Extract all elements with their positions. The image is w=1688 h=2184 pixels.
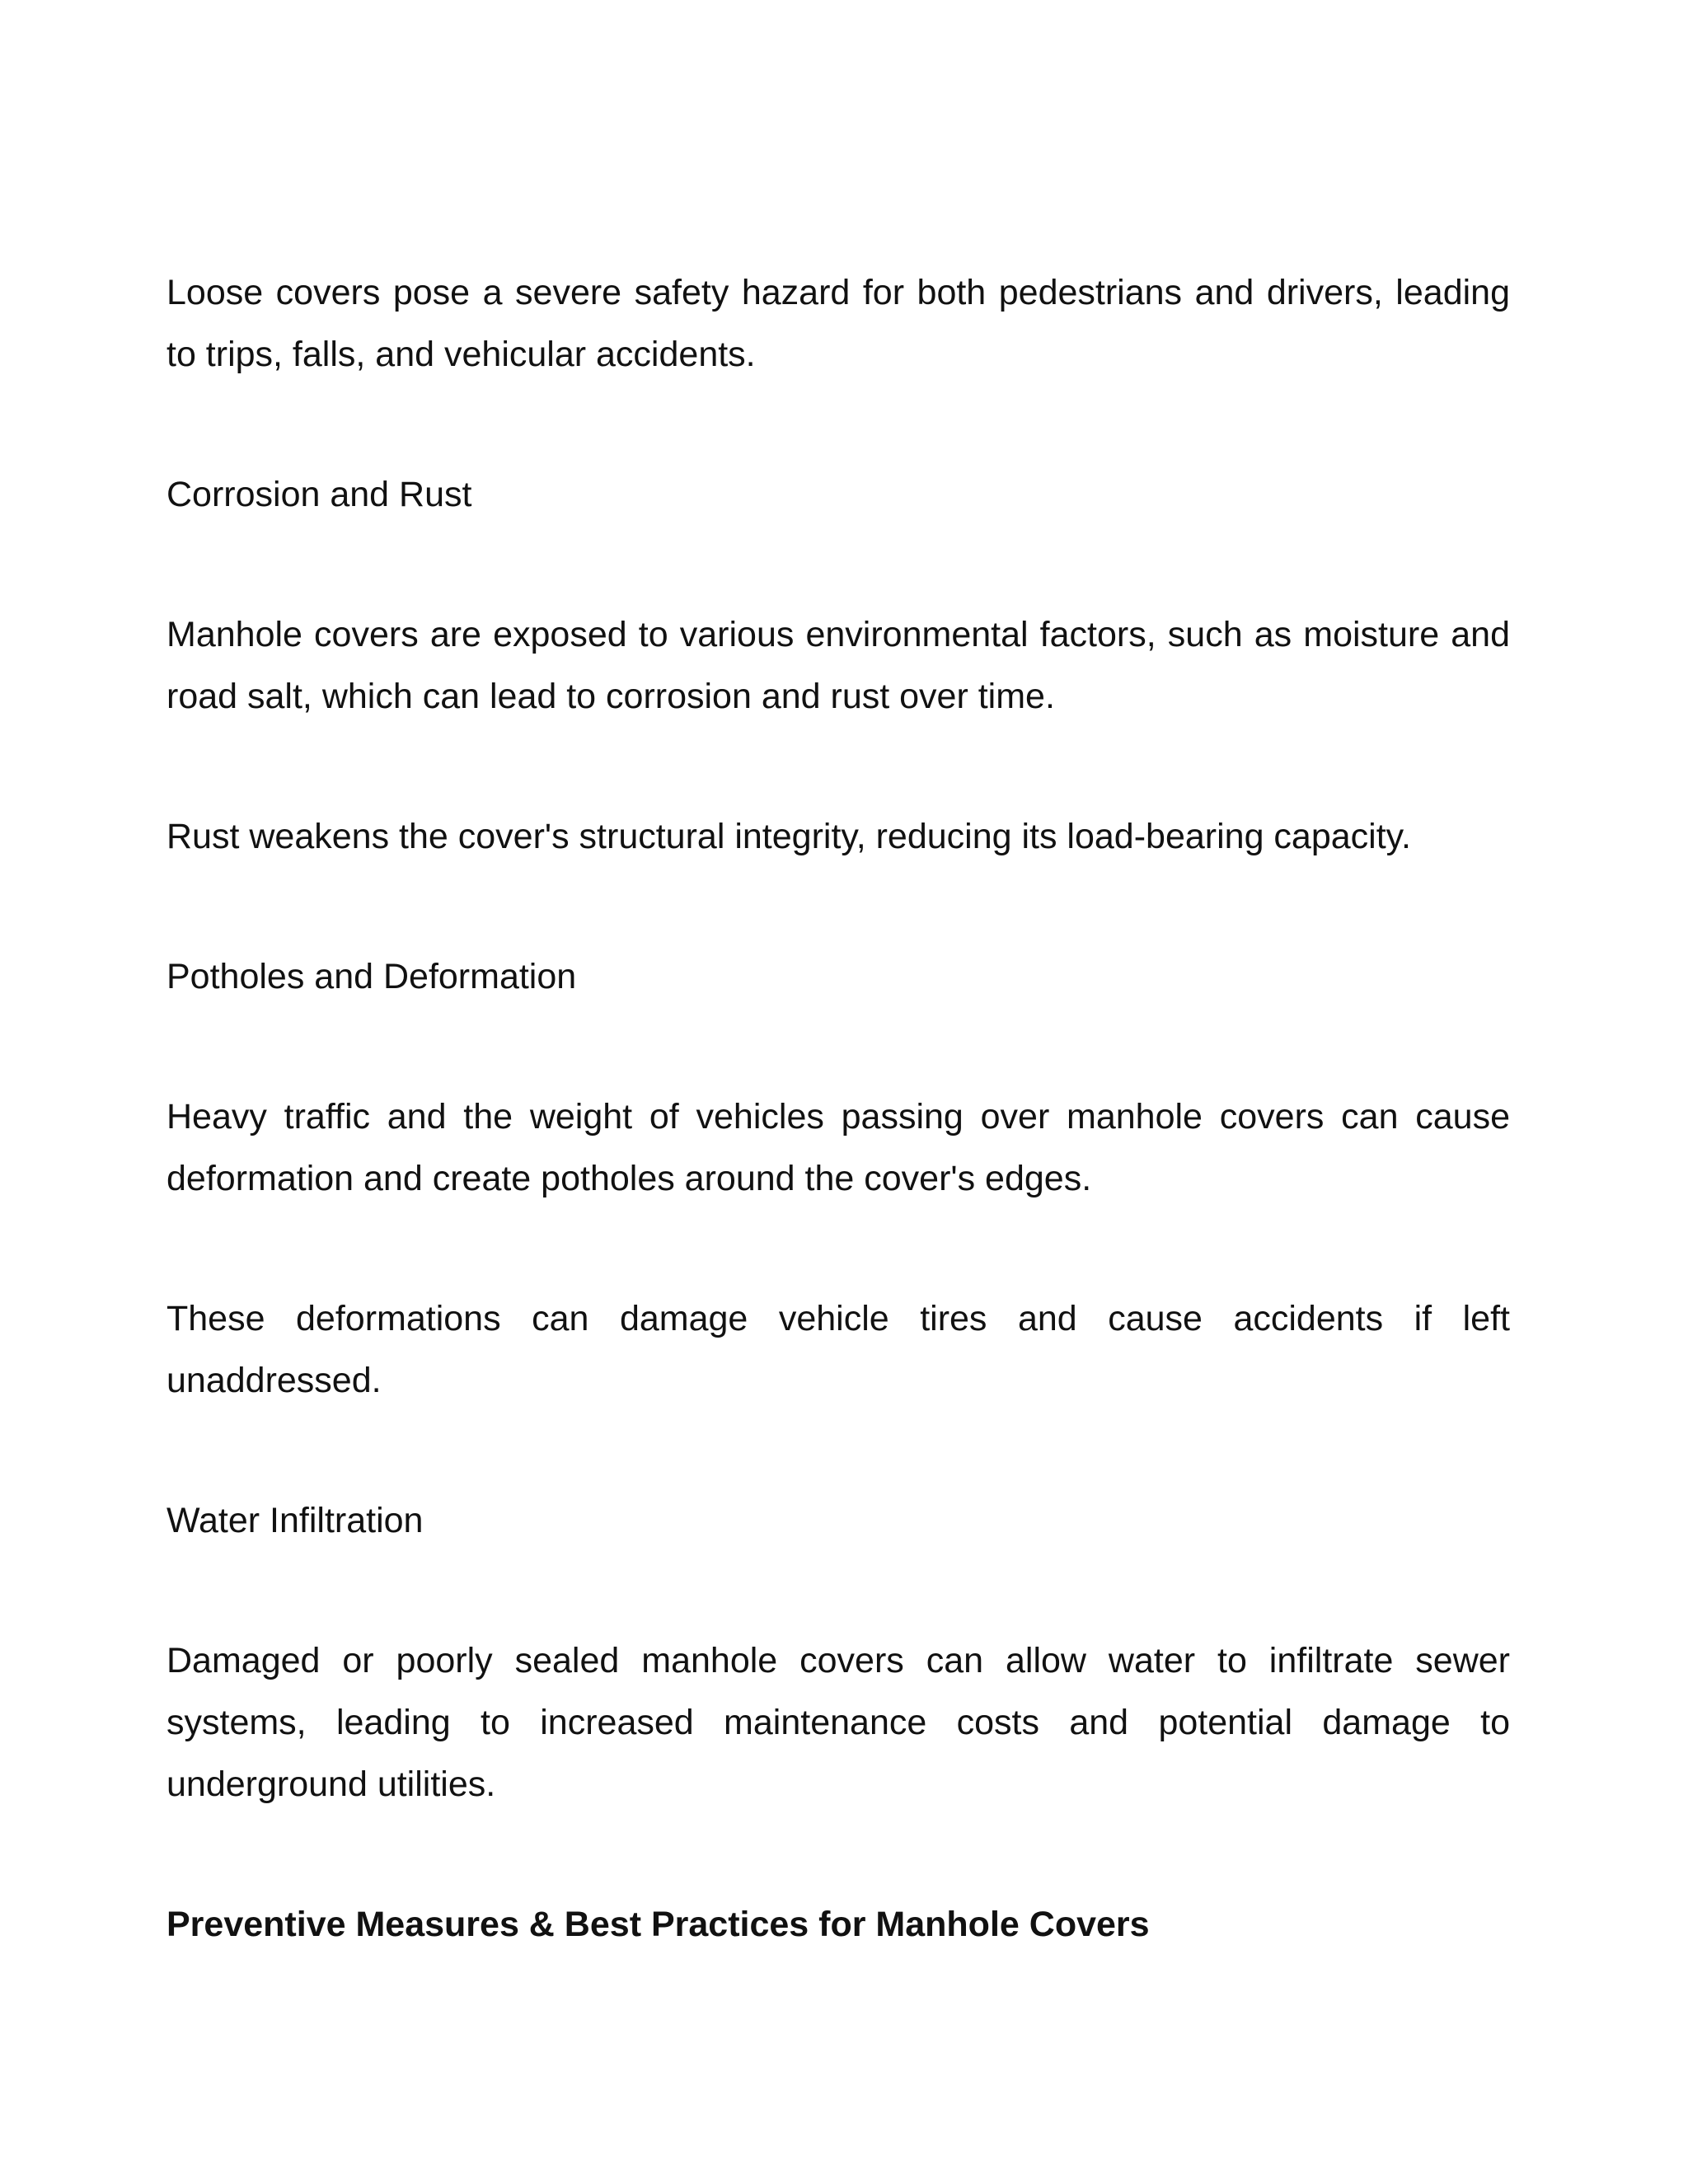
heading-corrosion-and-rust: Corrosion and Rust bbox=[166, 475, 472, 514]
paragraph-rust-weakens: Rust weakens the cover's structural integrity, reducing its load-bearing capacity. bbox=[166, 817, 1411, 856]
paragraph-heavy-traffic: Heavy traffic and the weight of vehicles passing over manhole covers can cause deformation and create potholes around the cover's edges. bbox=[166, 1097, 1510, 1198]
paragraph-deformations-damage: These deformations can damage vehicle tires and cause accidents if left unaddressed. bbox=[166, 1299, 1510, 1400]
paragraph-environmental-factors: Manhole covers are exposed to various environmental factors, such as moisture and road salt, which can lead to corrosion and rust over time. bbox=[166, 615, 1510, 716]
section-title-preventive-measures: Preventive Measures & Best Practices for Manhole Covers bbox=[166, 1905, 1150, 1944]
document-body bbox=[166, 262, 1510, 1956]
heading-water-infiltration: Water Infiltration bbox=[166, 1501, 424, 1540]
heading-potholes-and-deformation: Potholes and Deformation bbox=[166, 957, 577, 996]
paragraph-water-infiltrate: Damaged or poorly sealed manhole covers can allow water to infiltrate sewer systems, leading to increased maintenance costs and potential damage to underground utilities. bbox=[166, 1641, 1510, 1804]
paragraph-loose-covers: Loose covers pose a severe safety hazard for both pedestrians and drivers, leading to trips, falls, and vehicular accidents. bbox=[166, 273, 1510, 374]
